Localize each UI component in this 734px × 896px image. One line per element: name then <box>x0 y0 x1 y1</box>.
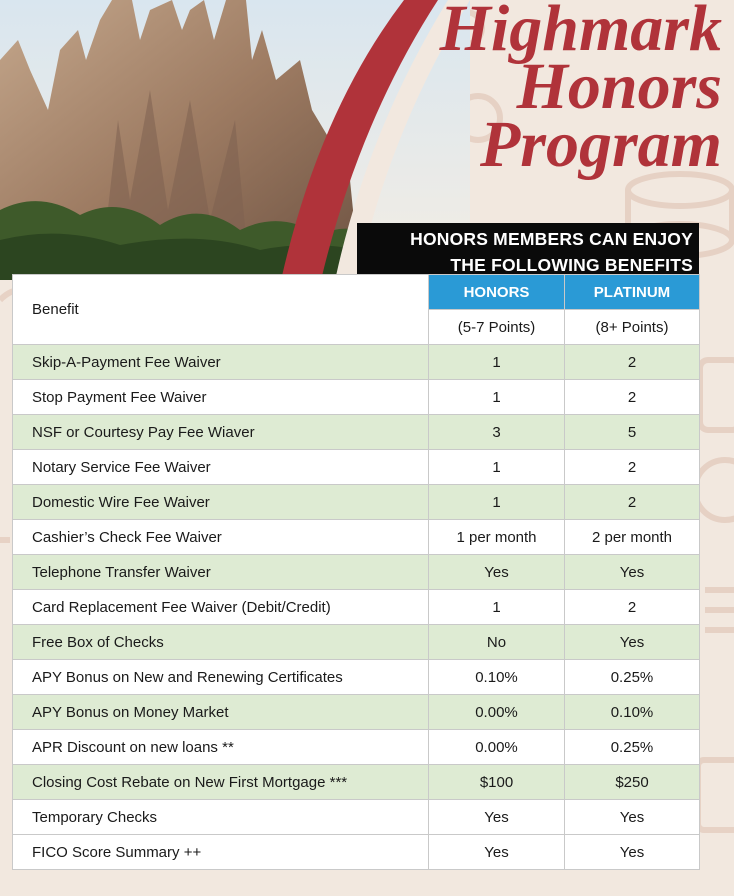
platinum-points-label: (8+ Points) <box>565 310 700 345</box>
benefit-name: Free Box of Checks <box>13 625 429 660</box>
platinum-value: Yes <box>565 625 700 660</box>
platinum-column-header: PLATINUM <box>565 275 700 310</box>
benefit-name: Temporary Checks <box>13 800 429 835</box>
platinum-value: Yes <box>565 835 700 870</box>
benefit-name: Stop Payment Fee Waiver <box>13 380 429 415</box>
table-row <box>13 590 700 625</box>
honors-column-header: HONORS <box>429 275 565 310</box>
table-row <box>13 800 700 835</box>
honors-value: 0.00% <box>429 695 565 730</box>
benefit-name: Domestic Wire Fee Waiver <box>13 485 429 520</box>
honors-points-label: (5-7 Points) <box>429 310 565 345</box>
table-row <box>13 835 700 870</box>
platinum-value: 0.25% <box>565 730 700 765</box>
platinum-value: 2 per month <box>565 520 700 555</box>
honors-value: 1 <box>429 450 565 485</box>
honors-value: Yes <box>429 800 565 835</box>
honors-value: 3 <box>429 415 565 450</box>
table-header <box>13 275 700 345</box>
benefit-name: Telephone Transfer Waiver <box>13 555 429 590</box>
benefit-column-header: Benefit <box>13 275 429 345</box>
platinum-value: Yes <box>565 800 700 835</box>
platinum-value: 5 <box>565 415 700 450</box>
benefit-name: Skip-A-Payment Fee Waiver <box>13 345 429 380</box>
banner-line-1: HONORS MEMBERS CAN ENJOY <box>410 229 693 249</box>
title-line-1: Highmark <box>439 0 722 65</box>
benefit-name: Closing Cost Rebate on New First Mortgage *** <box>13 765 429 800</box>
program-title <box>439 0 722 181</box>
platinum-value: 2 <box>565 345 700 380</box>
table-row <box>13 695 700 730</box>
table-row <box>13 345 700 380</box>
honors-value: 0.10% <box>429 660 565 695</box>
table-row <box>13 730 700 765</box>
platinum-value: 2 <box>565 450 700 485</box>
honors-value: No <box>429 625 565 660</box>
benefit-name: FICO Score Summary ++ <box>13 835 429 870</box>
platinum-value: $250 <box>565 765 700 800</box>
honors-value: 1 <box>429 345 565 380</box>
title-line-3: Program <box>479 108 722 181</box>
honors-value: 1 <box>429 380 565 415</box>
honors-value: 0.00% <box>429 730 565 765</box>
benefits-banner <box>357 223 699 275</box>
platinum-value: 2 <box>565 380 700 415</box>
table-row <box>13 520 700 555</box>
honors-value: 1 <box>429 485 565 520</box>
benefit-name: APY Bonus on New and Renewing Certificates <box>13 660 429 695</box>
benefit-name: APR Discount on new loans ** <box>13 730 429 765</box>
benefit-name: Card Replacement Fee Waiver (Debit/Credit) <box>13 590 429 625</box>
platinum-value: 2 <box>565 590 700 625</box>
platinum-value: 2 <box>565 485 700 520</box>
banner-line-2: THE FOLLOWING BENEFITS <box>450 255 693 275</box>
honors-value: $100 <box>429 765 565 800</box>
platinum-value: Yes <box>565 555 700 590</box>
table-row <box>13 625 700 660</box>
table-row <box>13 380 700 415</box>
honors-value: 1 <box>429 590 565 625</box>
table-row <box>13 555 700 590</box>
table-row <box>13 450 700 485</box>
table-row <box>13 485 700 520</box>
benefits-table <box>12 274 700 870</box>
benefit-name: Cashier’s Check Fee Waiver <box>13 520 429 555</box>
honors-value: 1 per month <box>429 520 565 555</box>
table-row <box>13 660 700 695</box>
honors-value: Yes <box>429 555 565 590</box>
benefit-name: NSF or Courtesy Pay Fee Wiaver <box>13 415 429 450</box>
honors-value: Yes <box>429 835 565 870</box>
platinum-value: 0.10% <box>565 695 700 730</box>
table-row <box>13 415 700 450</box>
benefit-name: APY Bonus on Money Market <box>13 695 429 730</box>
table-body <box>13 345 700 870</box>
title-line-2: Honors <box>516 50 722 123</box>
table-row <box>13 765 700 800</box>
platinum-value: 0.25% <box>565 660 700 695</box>
header-row <box>13 275 700 310</box>
benefit-name: Notary Service Fee Waiver <box>13 450 429 485</box>
